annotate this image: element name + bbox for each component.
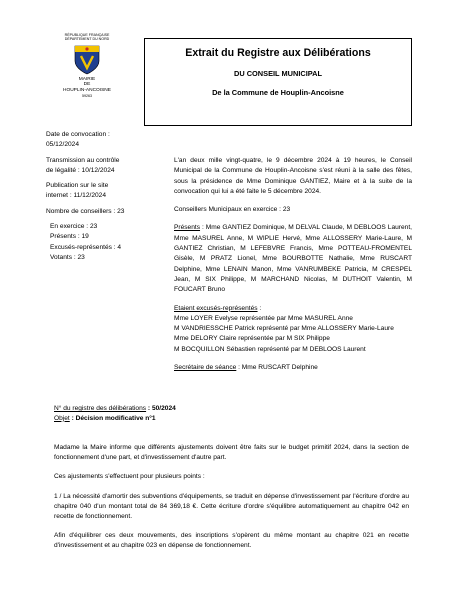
excuses-label: Etaient excusés-représentés <box>174 304 258 312</box>
excuse-item: Mme LOYER Evelyse représentée par Mme MASUREL Anne <box>174 314 353 322</box>
objet-line <box>54 414 176 424</box>
deliberation-body <box>54 443 409 561</box>
transmission-line-2: de légalité : 10/12/2024 <box>46 166 115 174</box>
header-subtitle-conseil: DU CONSEIL MUNICIPAL <box>233 69 322 78</box>
transmission-line-1: Transmission au contrôle <box>46 156 120 164</box>
excuse-item: Mme DELORY Claire représentée par M SIX Philippe <box>174 335 330 343</box>
session-column <box>174 156 412 373</box>
body-paragraph: Afin d'équilibrer ces deux mouvements, des inscriptions s'opèrent du même montant au chapitre 021 en recette d'investissement et au chapitre 023 en dépense de fonctionnement. <box>54 532 409 550</box>
excuses-count: Excusés-représentés : 4 <box>50 243 122 251</box>
excuse-item: M VANDRIESSCHE Patrick représenté par Mme ALLOSSERY Marie-Laure <box>174 325 394 333</box>
votants-count: Votants : 23 <box>50 253 85 261</box>
header-box <box>144 38 412 126</box>
excuses-heading <box>174 304 412 314</box>
objet-label: Objet <box>54 414 70 422</box>
logo-mairie: MAIRIE <box>78 76 96 82</box>
objet-value: : Décision modificative n°1 <box>69 414 156 422</box>
logo-commune: HOUPLIN-ANCOISNE <box>63 88 111 93</box>
convocation-label: Date de convocation : <box>46 131 110 138</box>
registry-number-value: : 50/2024 <box>146 405 176 412</box>
excuses-colon: : <box>257 304 262 312</box>
publication-line-2: internet : 11/12/2024 <box>46 192 107 200</box>
excuse-item: M BOCQUILLON Sébastien représenté par M DEBLOOS Laurent <box>174 345 366 353</box>
logo-postcode: 59263 <box>82 93 92 98</box>
body-paragraph: 1 / La nécessité d'amortir des subventions d'équipements, se traduit en dépense d'investissement par l'écriture d'ordre au chapitre 040 d'un montant total de 84 369,18 €. Cette écriture d'ordre s'équilibre automatiquement au chapitre 042 en recette de fonctionnement. <box>54 492 409 521</box>
header-subtitle-commune: De la Commune de Houplin-Ancoisne <box>212 88 344 97</box>
secretaire-label: Secrétaire de séance <box>174 364 237 372</box>
commune-logo <box>48 33 126 98</box>
registry-block <box>54 404 176 423</box>
secretaire-name: : Mme RUSCART Delphine <box>236 364 318 372</box>
body-paragraph: Ces ajustements s'effectuent pour plusieurs points : <box>54 473 205 481</box>
secretaire-line <box>174 363 412 373</box>
presents-list: : Mme GANTIEZ Dominique, M DELVAL Claude, M DEBLOOS Laurent, Mme MASUREL Anne, M WIPLIE Hervé, Mme ALLOSSERY Marie-Laure, M GANTIEZ Christian, M LEFEBVRE Francis, Mme POTTEAU-FROMENTEL Gisèle, M PRATZ Lionel, Mme BOURBOTTE Nathalie, Mme RUSCART Delphine, Mme LENAIN Manon, Mme VANRUMBEKE Patricia, M CRESPEL Jean, M SIX Philippe, M MARCHAND Nicolas, M DUTHOIT Valentin, M FOUCART Bruno <box>174 224 412 294</box>
publication-line-1: Publication sur le site <box>46 182 109 190</box>
registry-number-line <box>54 404 176 414</box>
presents-label: Présents <box>174 224 201 232</box>
logo-republique: RÉPUBLIQUE FRANÇAISE <box>64 33 110 37</box>
logo-de: DE <box>83 82 91 88</box>
convocation-date: 05/12/2024 <box>46 141 80 149</box>
page-title: Extrait du Registre aux Délibérations <box>185 47 371 59</box>
presents-paragraph <box>174 223 412 295</box>
presents-count: Présents : 19 <box>50 233 89 241</box>
session-intro: L'an deux mille vingt-quatre, le 9 décembre 2024 à 19 heures, le Conseil Municipal de la Commune de Houplin-Ancoisne s'est réuni à la salle des fêtes, sous la présidence de Mme Dominique GANTIEZ, Maire et à la suite de la convocation qui lui a été faite le 5 décembre 2024. <box>174 157 412 195</box>
conseillers-exercice: Conseillers Municipaux en exercice : 23 <box>174 206 291 214</box>
registry-number-label: N° du registre des délibérations <box>54 405 147 412</box>
body-paragraph: Madame la Maire informe que différents ajustements doivent être faits sur le budget primitif 2024, dans la section de fonctionnement d'une part, et d'investissement d'autre part. <box>54 444 409 462</box>
nombre-conseillers: Nombre de conseillers : 23 <box>46 207 125 215</box>
logo-departement: DÉPARTEMENT DU NORD <box>64 37 110 42</box>
coat-of-arms-icon <box>74 45 100 75</box>
en-exercice: En exercice : 23 <box>50 223 98 231</box>
meta-column <box>46 130 144 263</box>
